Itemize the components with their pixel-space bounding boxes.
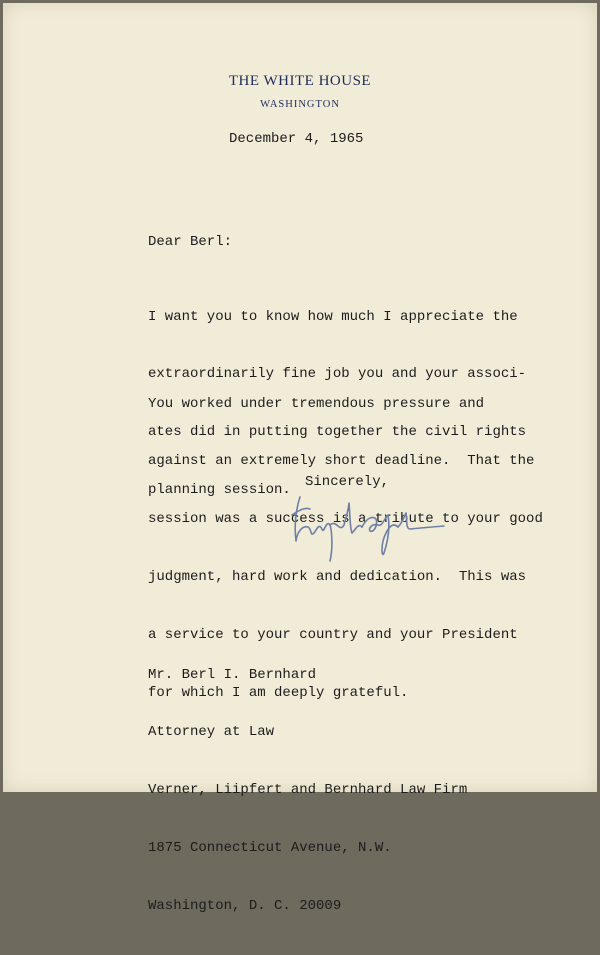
salutation: Dear Berl: [148, 234, 233, 250]
body-line: You worked under tremendous pressure and [148, 395, 485, 412]
addressee-name: Mr. Berl I. Bernhard [148, 666, 317, 683]
addressee-block [148, 627, 467, 955]
body-line: judgment, hard work and dedication. This was [148, 569, 527, 586]
body-line: for which I am deeply grateful. [148, 685, 409, 702]
body-line: session was a success is a tribute to your good [148, 511, 543, 528]
closing: Sincerely, [305, 474, 390, 490]
letterhead-title: THE WHITE HOUSE [228, 73, 372, 89]
letter-date: December 4, 1965 [229, 131, 364, 147]
letterhead-city: WASHINGTON [260, 99, 340, 110]
body-line: ates did in putting together the civil rights [148, 424, 527, 441]
addressee-firm: Verner, Liipfert and Bernhard Law Firm [148, 782, 468, 799]
addressee-city: Washington, D. C. 20009 [148, 898, 342, 915]
body-line: against an extremely short deadline. That the [148, 453, 535, 470]
body-line: a service to your country and your President [148, 627, 518, 644]
body-line: planning session. [148, 482, 291, 499]
body-line: I want you to know how much I appreciate the [148, 308, 518, 325]
signature-icon [286, 489, 451, 567]
addressee-title: Attorney at Law [148, 724, 275, 741]
body-line: extraordinarily fine job you and your associ- [148, 366, 527, 383]
letter-page [3, 3, 597, 915]
addressee-street: 1875 Connecticut Avenue, N.W. [148, 840, 392, 857]
